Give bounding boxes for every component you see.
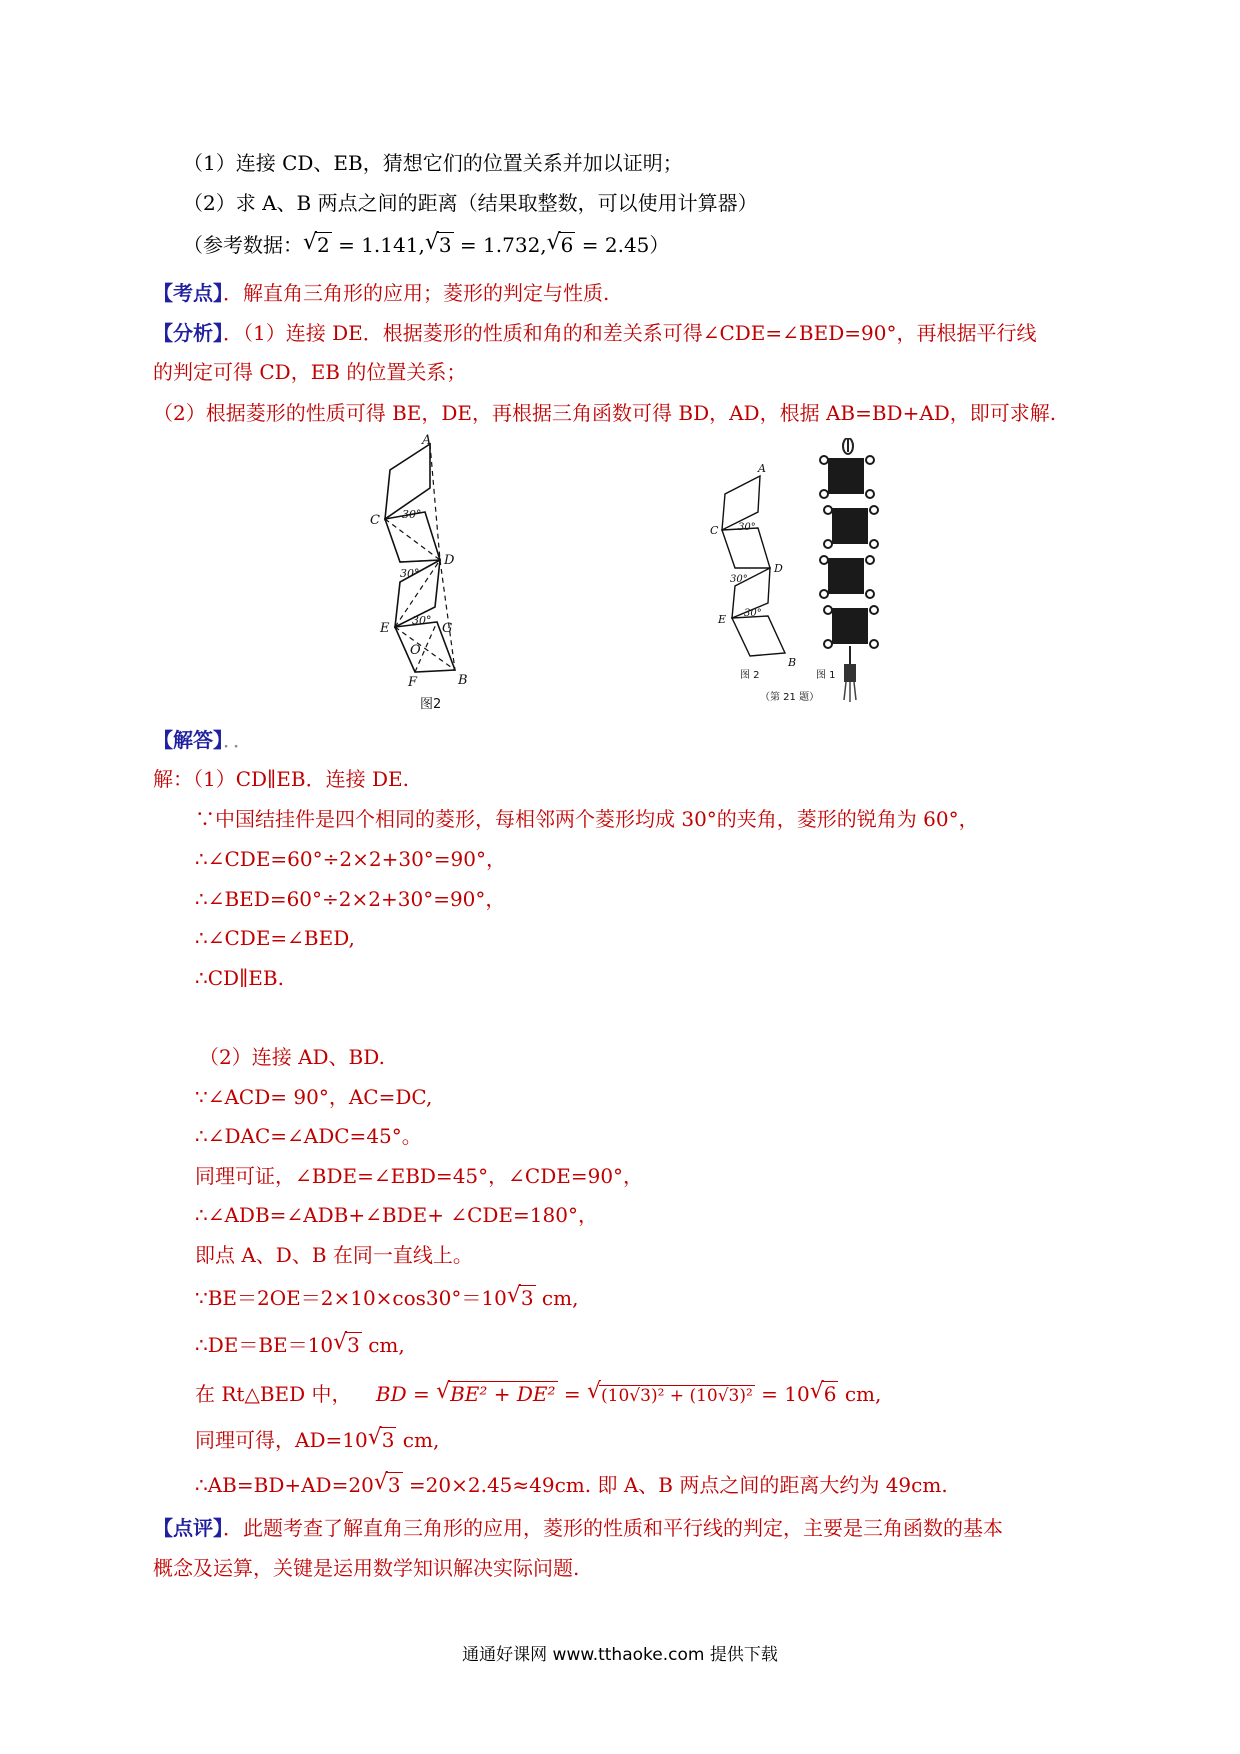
rt-sqrt-1 [436,1381,557,1407]
label-angle-1: 30° [402,508,422,521]
solution-line-11: ∴∠ADB=∠ADB+∠BDE+ ∠CDE=180°， [195,1203,598,1227]
solution-line-12: 即点 A、D、B 在同一直线上。 [195,1243,473,1267]
label-A: A [422,433,432,448]
right-label-D: D [774,562,783,575]
right-caption-fig2: 图 2 [740,670,760,681]
fenxi-line-2: 的判定可得 CD，EB 的位置关系； [153,360,467,384]
sqrt-6-value: = 2.45） [575,233,670,257]
right-label-B: B [788,656,797,669]
kaodian-text: ．解直角三角形的应用；菱形的判定与性质. [223,281,610,305]
solution-line-8: ∵∠ACD= 90°，AC=DC, [195,1085,433,1109]
sqrt-6-radicand: 6 [560,233,574,257]
right-caption-question: （第 21 题） [760,692,820,703]
rhombus-chain-figure-left [360,432,560,712]
be-sqrt [507,1285,536,1311]
solution-rt-line [195,1381,881,1409]
ab-radicand: 3 [387,1473,401,1497]
de-prefix: ∴DE＝BE＝10 [195,1333,334,1357]
fenxi-line-1 [153,320,1036,346]
rt-formula-bd: BD = [375,1382,437,1406]
solution-line-6: ∴CD∥EB. [195,966,284,990]
dianping-text-1: ．此题考查了解直角三角形的应用，菱形的性质和平行线的判定，主要是三角函数的基本 [223,1516,1003,1540]
ab-sqrt [374,1472,403,1498]
right-label-angle-1: 30° [738,522,756,533]
right-label-angle-2: 30° [730,574,748,585]
de-radicand: 3 [347,1333,360,1357]
question-1: （1）连接 CD、EB，猜想它们的位置关系并加以证明； [183,151,683,175]
ab-prefix: ∴AB=BD+AD=20 [195,1473,374,1497]
fenxi-line-3: （2）根据菱形的性质可得 BE，DE，再根据三角函数可得 BD，AD，根据 AB=BD+AD，即可求解. [153,401,1057,425]
solution-ad-line [195,1427,439,1453]
solution-line-9: ∴∠DAC=∠ADC=45°。 [195,1124,422,1148]
label-C: C [370,513,380,528]
label-G: G [442,621,453,636]
label-angle-2: 30° [400,567,420,580]
fenxi-text-1: ．（1）连接 DE．根据菱形的性质和角的和差关系可得∠CDE=∠BED=90°，再根据平行线 [223,321,1037,345]
fenxi-label: 【分析】 [153,321,223,345]
ad-suffix: cm, [396,1428,440,1452]
be-suffix: cm, [535,1286,579,1310]
ad-sqrt [368,1427,397,1453]
kaodian [153,280,609,306]
label-O: O [410,643,421,658]
ad-prefix: 同理可得，AD=10 [195,1428,368,1452]
dianping-label: 【点评】 [153,1516,223,1540]
sqrt-3-value: = 1.732, [453,233,547,257]
de-sqrt [333,1332,362,1358]
rt-suffix: cm, [838,1382,882,1406]
rt-formula-result: = 10 [754,1382,810,1406]
reference-data [183,232,669,258]
be-radicand: 3 [520,1286,534,1310]
rt-formula-eq: = [557,1382,588,1406]
right-rhombus-4 [732,616,785,656]
dianping-line-2: 概念及运算，关键是运用数学知识解决实际问题. [153,1556,580,1580]
label-F: F [408,675,418,690]
sqrt-2 [303,232,332,258]
label-E: E [380,621,390,636]
label-angle-3: 30° [412,614,432,627]
right-label-E: E [718,613,727,626]
reference-prefix: （参考数据： [183,233,303,257]
kaodian-label: 【考点】 [153,281,223,305]
page-footer: 通通好课网 www.tthaoke.com 提供下载 [462,1645,778,1665]
right-label-C: C [710,524,719,537]
figure-left-caption: 图2 [420,697,442,712]
solution-line-7: （2）连接 AD、BD. [199,1045,385,1069]
be-prefix: ∵BE＝2OE＝2×10×cos30°＝10 [195,1286,507,1310]
rt-radicand-1: BE² + DE² [450,1382,556,1406]
sqrt-3-radicand: 3 [438,233,452,257]
right-rhombus-2 [722,528,770,568]
solution-line-5: ∴∠CDE=∠BED, [195,926,355,950]
sqrt-2-value: = 1.141, [331,233,425,257]
solution-ab-line [195,1472,948,1498]
solution-line-3: ∴∠CDE=60°÷2×2+30°=90°， [195,847,507,871]
rhombus-chain-figure-right [700,438,900,710]
solution-de-line [195,1332,405,1358]
rt-sqrt-3 [810,1381,839,1407]
sqrt-2-radicand: 2 [317,233,330,257]
solution-line-1: 解：（1）CD∥EB．连接 DE. [153,767,409,791]
chinese-knot-image [820,438,878,702]
sqrt-6 [547,232,576,258]
right-label-A: A [758,462,766,475]
jieda-dots: ．． [223,728,253,752]
right-caption-fig1: 图 1 [816,670,836,681]
solution-line-2: ∵中国结挂件是四个相同的菱形，每相邻两个菱形均成 30°的夹角，菱形的锐角为 60°， [195,807,979,831]
dianping-line-1 [153,1515,1003,1541]
ad-radicand: 3 [381,1428,395,1452]
sqrt-3 [425,232,454,258]
label-B: B [458,673,468,688]
right-label-angle-3: 30° [744,608,762,619]
rt-radicand-3: 6 [823,1382,837,1406]
jieda-label: 【解答】 [153,728,223,752]
rt-sqrt-2 [587,1381,755,1409]
solution-line-4: ∴∠BED=60°÷2×2+30°=90°， [195,887,506,911]
rt-radicand-2: (10√3)² + (10√3)² [601,1386,753,1406]
solution-line-10: 同理可证，∠BDE=∠EBD=45°，∠CDE=90°， [195,1164,644,1188]
question-2: （2）求 A、B 两点之间的距离（结果取整数，可以使用计算器） [183,191,758,215]
ab-suffix: =20×2.45≈49cm. 即 A、B 两点之间的距离大约为 49cm. [402,1473,948,1497]
de-suffix: cm, [361,1333,405,1357]
solution-be-line [195,1285,578,1311]
jieda-header [153,727,253,753]
rt-prefix: 在 Rt△BED 中， [195,1382,352,1406]
label-D: D [444,553,455,568]
